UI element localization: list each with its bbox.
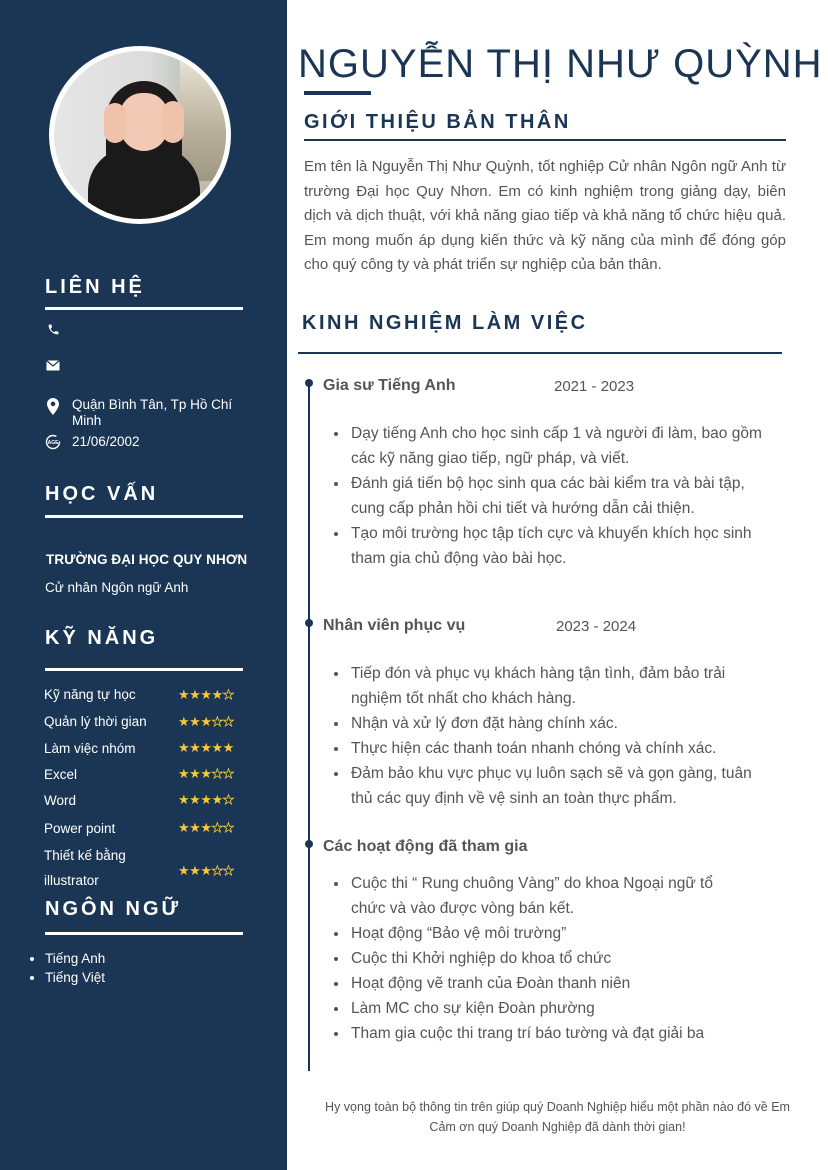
location-pin-icon — [45, 398, 61, 414]
star-empty-icon: ★ — [222, 714, 234, 729]
skill-name: Power point — [44, 821, 116, 836]
star-empty-icon: ★ — [211, 820, 223, 835]
languages-heading: NGÔN NGỮ — [45, 898, 182, 920]
star-filled-icon: ★ — [200, 820, 212, 835]
education-heading: HỌC VẤN — [45, 483, 159, 505]
skill-name: Quản lý thời gian — [44, 714, 147, 729]
activities-title: Các hoạt động đã tham gia — [323, 838, 528, 855]
star-filled-icon: ★ — [178, 863, 190, 878]
star-filled-icon: ★ — [189, 714, 201, 729]
contact-birthday — [45, 434, 242, 450]
languages-divider — [45, 932, 243, 935]
skill-name: Word — [44, 793, 77, 808]
star-filled-icon: ★ — [189, 766, 201, 781]
star-filled-icon: ★ — [178, 820, 190, 835]
svg-text:AGE: AGE — [47, 440, 59, 446]
language-item: Tiếng Việt — [30, 968, 105, 987]
star-empty-icon: ★ — [222, 863, 234, 878]
star-rating — [178, 820, 234, 836]
timeline-line — [308, 383, 310, 1071]
star-empty-icon: ★ — [211, 714, 223, 729]
star-filled-icon: ★ — [200, 740, 212, 755]
footer-line-1: Hy vọng toàn bộ thông tin trên giúp quý Doanh Nghiệp hiểu một phần nào đó về Em — [325, 1100, 790, 1114]
phone-icon — [45, 321, 61, 337]
job-title: Gia sư Tiếng Anh — [323, 377, 456, 394]
star-filled-icon: ★ — [200, 687, 212, 702]
star-filled-icon: ★ — [200, 863, 212, 878]
skill-name: Làm việc nhóm — [44, 741, 136, 756]
activity-bullet: Hoạt động “Bảo vệ môi trường” — [332, 921, 772, 946]
activities-bullets — [332, 871, 772, 1046]
star-empty-icon: ★ — [211, 766, 223, 781]
skill-name: Kỹ năng tự học — [44, 687, 136, 702]
star-filled-icon: ★ — [200, 766, 212, 781]
contact-address — [45, 397, 242, 429]
intro-divider — [304, 139, 786, 141]
skills-heading: KỸ NĂNG — [45, 627, 159, 649]
star-filled-icon: ★ — [211, 740, 223, 755]
timeline-dot — [305, 840, 313, 848]
experience-divider — [298, 352, 782, 354]
star-filled-icon: ★ — [222, 740, 234, 755]
job-bullet: Nhận và xử lý đơn đặt hàng chính xác. — [332, 711, 772, 736]
birthday-value: 21/06/2002 — [72, 434, 140, 449]
star-empty-icon: ★ — [222, 792, 234, 807]
language-item: Tiếng Anh — [30, 949, 105, 968]
skill-name: Excel — [44, 767, 78, 782]
job-bullet: Tiếp đón và phục vụ khách hàng tận tình, đảm bảo trải nghiệm tốt nhất cho khách hàng. — [332, 661, 772, 711]
star-filled-icon: ★ — [200, 792, 212, 807]
job-bullet: Đánh giá tiến bộ học sinh qua các bài kiểm tra và bài tập, cung cấp phản hồi chi tiết và hướng dẫn cải thiện. — [332, 471, 772, 521]
star-filled-icon: ★ — [178, 740, 190, 755]
star-rating — [178, 714, 234, 730]
star-filled-icon: ★ — [189, 820, 201, 835]
job-bullets — [332, 421, 772, 571]
avatar-face — [120, 93, 168, 151]
name-accent-bar — [304, 91, 371, 95]
contact-email — [45, 357, 242, 373]
education-school: TRƯỜNG ĐẠI HỌC QUY NHƠN — [46, 552, 248, 567]
star-filled-icon: ★ — [178, 792, 190, 807]
experience-heading: KINH NGHIỆM LÀM VIỆC — [302, 312, 588, 334]
full-name: NGUYỄN THỊ NHƯ QUỲNH — [298, 42, 823, 86]
skills-divider — [45, 668, 243, 671]
job-bullet: Tạo môi trường học tập tích cực và khuyến khích học sinh tham gia chủ động vào bài học. — [332, 521, 772, 571]
age-icon — [45, 434, 61, 450]
footer-note — [287, 1097, 828, 1137]
activity-bullet: Cuộc thi “ Rung chuông Vàng” do khoa Ngoại ngữ tổ chức và vào được vòng bán kết. — [332, 871, 732, 921]
star-filled-icon: ★ — [189, 687, 201, 702]
address-value: Quận Bình Tân, Tp Hồ Chí Minh — [72, 397, 233, 428]
footer-line-2: Cảm ơn quý Doanh Nghiệp đã dành thời gian! — [429, 1120, 686, 1134]
activity-bullet: Làm MC cho sự kiện Đoàn phường — [332, 996, 772, 1021]
star-filled-icon: ★ — [189, 792, 201, 807]
activity-bullet: Tham gia cuộc thi trang trí báo tường và đạt giải ba — [332, 1021, 772, 1046]
education-degree: Cử nhân Ngôn ngữ Anh — [45, 580, 189, 595]
job-bullet: Dạy tiếng Anh cho học sinh cấp 1 và người đi làm, bao gồm các kỹ năng giao tiếp, ngữ pháp, và viết. — [332, 421, 772, 471]
star-rating — [178, 766, 234, 782]
education-divider — [45, 515, 243, 518]
sidebar — [0, 0, 287, 1170]
activity-bullet: Cuộc thi Khởi nghiệp do khoa tổ chức — [332, 946, 772, 971]
star-empty-icon: ★ — [222, 687, 234, 702]
star-filled-icon: ★ — [178, 687, 190, 702]
star-rating — [178, 740, 234, 756]
intro-heading: GIỚI THIỆU BẢN THÂN — [304, 111, 571, 133]
job-bullet: Thực hiện các thanh toán nhanh chóng và chính xác. — [332, 736, 772, 761]
avatar-hand-right — [162, 101, 184, 143]
job-title: Nhân viên phục vụ — [323, 617, 466, 634]
star-filled-icon: ★ — [200, 714, 212, 729]
timeline-dot — [305, 379, 313, 387]
job-date: 2023 - 2024 — [556, 618, 637, 635]
avatar-frame — [49, 46, 231, 224]
star-rating — [178, 687, 234, 703]
job-bullet: Đảm bảo khu vực phục vụ luôn sạch sẽ và gọn gàng, tuân thủ các quy định về vệ sinh an toàn thực phẩm. — [332, 761, 772, 811]
job-bullets — [332, 661, 772, 811]
skill-name: Thiết kế bằng illustrator — [44, 848, 126, 888]
star-rating — [178, 863, 234, 879]
star-filled-icon: ★ — [178, 714, 190, 729]
intro-text: Em tên là Nguyễn Thị Như Quỳnh, tốt nghiệp Cử nhân Ngôn ngữ Anh từ trường Đại học Quy Nhơn. Em có kinh nghiệm trong giảng dạy, biên dịch và dịch thuật, với khả năng giao tiếp và khả năng tổ chức hiệu quả. Em mong muốn áp dụng kiến thức và kỹ năng của mình để đóng góp cho quý công ty và phát triển sự nghiệp của bản thân. — [304, 158, 786, 273]
timeline-dot — [305, 619, 313, 627]
star-filled-icon: ★ — [178, 766, 190, 781]
mail-icon — [45, 357, 61, 373]
star-rating — [178, 792, 234, 808]
job-date: 2021 - 2023 — [554, 378, 635, 395]
contact-phone — [45, 321, 242, 337]
star-filled-icon: ★ — [211, 687, 223, 702]
star-empty-icon: ★ — [222, 820, 234, 835]
star-empty-icon: ★ — [222, 766, 234, 781]
star-filled-icon: ★ — [189, 740, 201, 755]
avatar — [54, 51, 226, 219]
avatar-shirt — [88, 147, 200, 219]
star-filled-icon: ★ — [189, 863, 201, 878]
contact-heading: LIÊN HỆ — [45, 276, 145, 298]
star-empty-icon: ★ — [211, 863, 223, 878]
activity-bullet: Hoạt động vẽ tranh của Đoàn thanh niên — [332, 971, 772, 996]
language-list — [30, 949, 105, 987]
avatar-hand-left — [104, 103, 126, 143]
contact-divider — [45, 307, 243, 310]
star-filled-icon: ★ — [211, 792, 223, 807]
